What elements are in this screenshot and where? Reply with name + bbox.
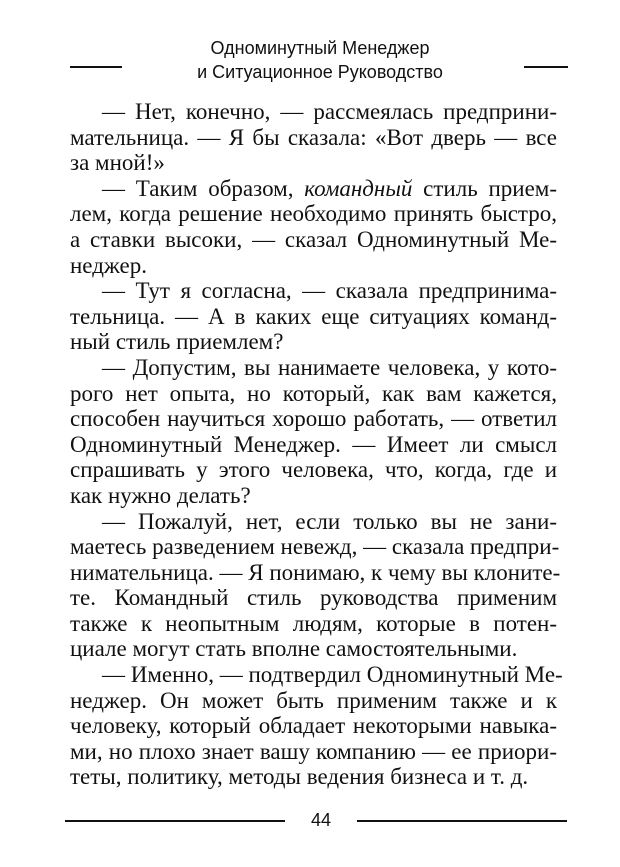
page-number: 44 [310, 810, 332, 830]
text-line: ми, но плохо знает вашу компанию — ее приори- [70, 738, 557, 764]
text-line: рого нет опыта, но который, как вам кажется, [70, 380, 557, 406]
text-line: маетесь разведением невежд, — сказала предпри- [70, 534, 560, 560]
emphasized-word: командный [304, 175, 413, 201]
text-line: — Тут я согласна, — сказала предпринима- [102, 278, 557, 304]
header-rule-right [524, 66, 568, 68]
text-line: способен научиться хорошо работать, — ответил [70, 406, 557, 432]
text-line: спрашивать у этого человека, что, когда, где и [70, 457, 557, 483]
text-line: Одноминутный Менеджер. — Имеет ли смысл [70, 431, 557, 457]
header-rule-left [70, 66, 122, 68]
text-line: неджер. [70, 252, 147, 278]
text-line: также к неопытным людям, которые в потен- [70, 610, 557, 636]
text-line: те. Командный стиль руководства применим [70, 585, 557, 611]
text-line: теты, политику, методы ведения бизнеса и т. д. [70, 764, 529, 790]
text-line: как нужно делать? [70, 482, 251, 508]
text-line: человеку, который обладает некоторыми навыка- [70, 713, 557, 739]
running-head [150, 36, 490, 84]
body-text [70, 99, 563, 790]
text-line: а ставки высоки, — сказал Одноминутный Ме- [70, 226, 557, 252]
text-line: за мной!» [70, 150, 165, 176]
footer-rule-right [357, 820, 567, 822]
text-line: — Допустим, вы нанимаете человека, у кото- [102, 354, 557, 380]
text-line: — Нет, конечно, — рассмеялась предприни- [102, 99, 557, 124]
text-line: нимательница. — Я понимаю, к чему вы клоните- [70, 559, 561, 585]
text-line: лем, когда решение необходимо принять быстро, [70, 201, 557, 227]
text-line: — Пожалуй, нет, если только вы не зани- [102, 508, 557, 534]
text-segment: стиль прием- [412, 175, 557, 201]
page-footer [0, 808, 620, 838]
running-head-line-1: Одноминутный Менеджер [210, 38, 430, 58]
text-line: тельница. — А в каких еще ситуациях команд- [70, 303, 557, 329]
text-line: циале могут стать вполне самостоятельными. [70, 636, 518, 662]
text-line: неджер. Он может быть применим также и к [70, 687, 557, 713]
footer-rule-left [65, 820, 285, 822]
text-line: — Именно, — подтвердил Одноминутный Ме- [102, 662, 563, 688]
page-header [0, 36, 620, 88]
text-line [70, 176, 557, 202]
text-line: мательница. — Я бы сказала: «Вот дверь — все [70, 124, 557, 150]
text-line: ный стиль приемлем? [70, 329, 284, 355]
running-head-line-2: и Ситуационное Руководство [197, 62, 443, 82]
text-segment: — Таким образом, [102, 175, 305, 201]
